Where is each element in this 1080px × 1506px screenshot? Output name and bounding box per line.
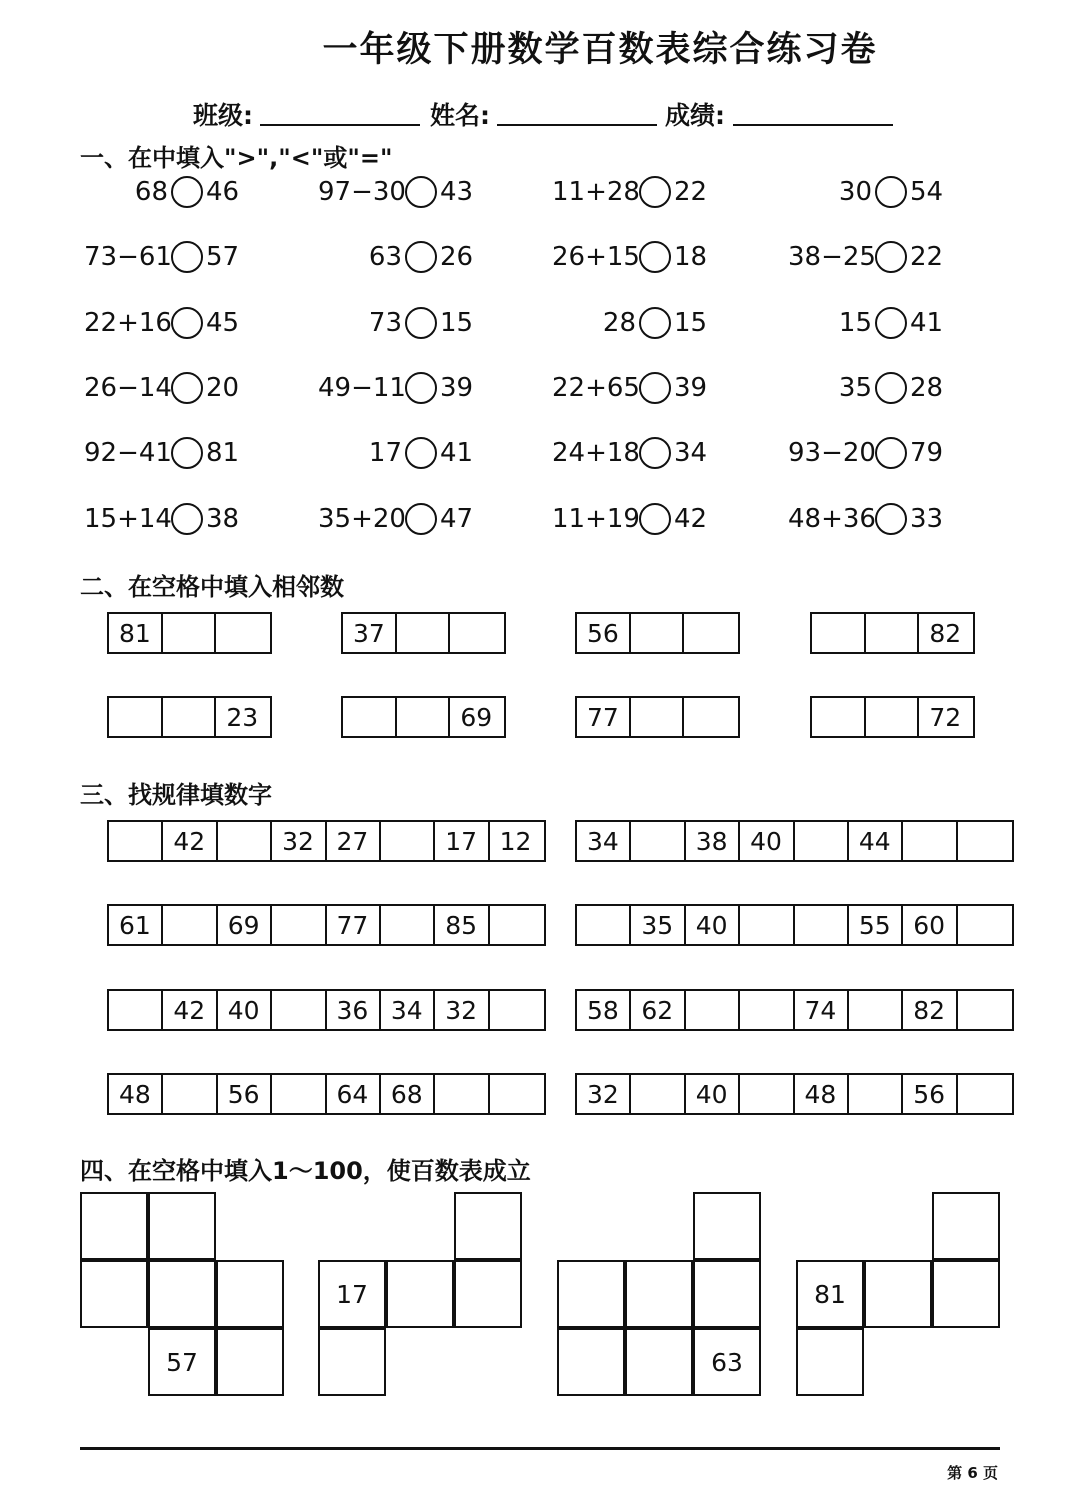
compare-circle-input[interactable]: [405, 437, 437, 469]
grid-blank-cell[interactable]: [318, 1328, 386, 1396]
compare-right: 45: [206, 307, 240, 338]
grid-blank-cell[interactable]: [148, 1260, 216, 1328]
pattern-blank-cell[interactable]: [272, 991, 326, 1029]
compare-left: 68: [134, 177, 168, 207]
pattern-blank-cell[interactable]: [795, 822, 849, 860]
pattern-blank-cell[interactable]: [849, 991, 903, 1029]
pattern-blank-cell[interactable]: [849, 1075, 903, 1113]
compare-right: 28: [910, 372, 944, 403]
pattern-given-cell: 36: [327, 991, 381, 1029]
pattern-given-cell: 17: [435, 822, 489, 860]
pattern-blank-cell[interactable]: [109, 991, 163, 1029]
compare-right: 41: [440, 438, 474, 469]
compare-circle-input[interactable]: [405, 176, 437, 208]
compare-circle-input[interactable]: [875, 176, 907, 208]
neighbor-given-cell: 77: [577, 698, 631, 736]
neighbor-row: [107, 612, 272, 654]
pattern-given-cell: 48: [795, 1075, 849, 1113]
compare-right: 43: [440, 177, 474, 207]
compare-right: 81: [206, 438, 240, 469]
grid-blank-cell[interactable]: [386, 1260, 454, 1328]
grid-given-cell: 63: [693, 1328, 761, 1396]
compare-item: [788, 368, 943, 408]
neighbor-row: [341, 696, 506, 738]
compare-right: 20: [206, 372, 240, 403]
grid-blank-cell[interactable]: [625, 1328, 693, 1396]
neighbor-given-cell: 69: [460, 702, 493, 732]
section-4-title: 四、在空格中填入1～100，使百数表成立: [80, 1157, 531, 1185]
compare-left: 73−61: [84, 242, 172, 273]
compare-item: [84, 433, 239, 473]
pattern-given-cell: 35: [631, 906, 685, 944]
pattern-blank-cell[interactable]: [490, 906, 544, 944]
neighbor-given-cell: 82: [929, 618, 962, 648]
compare-item: [788, 172, 943, 212]
grid-blank-cell[interactable]: [216, 1328, 284, 1396]
pattern-given-cell: 74: [795, 991, 849, 1029]
pattern-blank-cell[interactable]: [958, 991, 1012, 1029]
compare-item: [552, 303, 707, 343]
pattern-blank-cell[interactable]: [109, 822, 163, 860]
compare-right: 34: [674, 438, 708, 469]
neighbor-blank-cell[interactable]: [684, 698, 738, 736]
compare-left: 35+20: [318, 503, 406, 534]
compare-left: 38−25: [788, 242, 876, 273]
compare-right: 46: [206, 177, 240, 207]
grid-blank-cell[interactable]: [557, 1328, 625, 1396]
pattern-blank-cell[interactable]: [218, 822, 272, 860]
compare-left: 28: [602, 307, 636, 338]
compare-circle-input[interactable]: [639, 503, 671, 535]
compare-item: [84, 499, 239, 539]
neighbor-row: [575, 612, 740, 654]
grid-blank-cell[interactable]: [864, 1260, 932, 1328]
pattern-given-cell: 85: [435, 906, 489, 944]
compare-item: [552, 368, 707, 408]
pattern-given-cell: 56: [903, 1075, 957, 1113]
pattern-blank-cell[interactable]: [490, 1075, 544, 1113]
compare-left: 15: [838, 307, 872, 338]
pattern-blank-cell[interactable]: [435, 1075, 489, 1113]
compare-left: 26+15: [552, 242, 640, 273]
compare-right: 54: [910, 177, 944, 207]
pattern-given-cell: 40: [740, 822, 794, 860]
compare-left: 97−30: [318, 177, 406, 207]
pattern-row: [107, 904, 546, 946]
grid-given-cell: 81: [796, 1260, 864, 1328]
compare-right: 42: [674, 503, 708, 534]
compare-circle-input[interactable]: [171, 176, 203, 208]
compare-left: 93−20: [788, 438, 876, 469]
neighbor-given-cell: 56: [577, 614, 631, 652]
compare-right: 79: [910, 438, 944, 469]
neighbor-blank-cell[interactable]: [450, 614, 504, 652]
neighbor-blank-cell[interactable]: [109, 698, 163, 736]
compare-right: 15: [674, 307, 708, 338]
pattern-given-cell: 56: [218, 1075, 272, 1113]
pattern-given-cell: 32: [435, 991, 489, 1029]
neighbor-blank-cell[interactable]: [397, 698, 451, 736]
compare-circle-input[interactable]: [639, 437, 671, 469]
grid-blank-cell[interactable]: [80, 1192, 148, 1260]
pattern-row: [575, 820, 1014, 862]
compare-item: [788, 433, 943, 473]
pattern-blank-cell[interactable]: [958, 906, 1012, 944]
pattern-given-cell: 32: [577, 1075, 631, 1113]
pattern-given-cell: 82: [903, 991, 957, 1029]
score-label: 成绩:: [665, 101, 725, 130]
pattern-blank-cell[interactable]: [740, 1075, 794, 1113]
pattern-blank-cell[interactable]: [381, 906, 435, 944]
compare-circle-input[interactable]: [171, 241, 203, 273]
pattern-row: [107, 820, 546, 862]
grid-given-cell: 17: [318, 1260, 386, 1328]
page-title: 一年级下册数学百数表综合练习卷: [322, 30, 878, 70]
section-3-title: 三、找规律填数字: [80, 781, 272, 809]
pattern-given-cell: 60: [903, 906, 957, 944]
neighbor-blank-cell[interactable]: [631, 698, 685, 736]
compare-left: 24+18: [552, 438, 640, 469]
pattern-blank-cell[interactable]: [272, 1075, 326, 1113]
pattern-row: [575, 904, 1014, 946]
grid-blank-cell[interactable]: [932, 1260, 1000, 1328]
compare-item: [552, 499, 707, 539]
compare-item: [84, 172, 239, 212]
grid-blank-cell[interactable]: [148, 1192, 216, 1260]
pattern-row: [575, 1073, 1014, 1115]
pattern-blank-cell[interactable]: [686, 991, 740, 1029]
compare-right: 18: [674, 242, 708, 273]
compare-right: 33: [910, 503, 944, 534]
pattern-given-cell: 40: [686, 906, 740, 944]
pattern-blank-cell[interactable]: [163, 906, 217, 944]
compare-item: [788, 237, 943, 277]
pattern-given-cell: 32: [272, 822, 326, 860]
compare-circle-input[interactable]: [639, 307, 671, 339]
compare-circle-input[interactable]: [639, 372, 671, 404]
compare-item: [84, 303, 239, 343]
pattern-blank-cell[interactable]: [490, 991, 544, 1029]
neighbor-blank-cell[interactable]: [216, 614, 270, 652]
pattern-blank-cell[interactable]: [740, 906, 794, 944]
section-2-title: 二、在空格中填入相邻数: [80, 573, 344, 601]
neighbor-given-cell: 23: [226, 702, 259, 732]
compare-item: [318, 303, 473, 343]
compare-circle-input[interactable]: [875, 503, 907, 535]
neighbor-blank-cell[interactable]: [684, 614, 738, 652]
compare-item: [788, 303, 943, 343]
compare-left: 17: [368, 438, 402, 469]
compare-item: [552, 237, 707, 277]
compare-item: [318, 237, 473, 277]
compare-left: 30: [838, 177, 872, 207]
grid-given-cell: 57: [148, 1328, 216, 1396]
compare-circle-input[interactable]: [171, 437, 203, 469]
compare-circle-input[interactable]: [639, 241, 671, 273]
pattern-blank-cell[interactable]: [163, 1075, 217, 1113]
pattern-blank-cell[interactable]: [631, 822, 685, 860]
compare-left: 35: [838, 372, 872, 403]
compare-left: 63: [368, 242, 402, 273]
compare-circle-input[interactable]: [405, 503, 437, 535]
neighbor-blank-cell[interactable]: [397, 614, 451, 652]
compare-circle-input[interactable]: [639, 176, 671, 208]
compare-item: [318, 368, 473, 408]
grid-blank-cell[interactable]: [216, 1260, 284, 1328]
pattern-given-cell: 68: [381, 1075, 435, 1113]
compare-left: 11+19: [552, 503, 640, 534]
neighbor-row: [107, 696, 272, 738]
page-number: 第 6 页: [947, 1464, 998, 1482]
name-field[interactable]: [497, 124, 657, 126]
compare-left: 11+28: [552, 177, 640, 207]
compare-left: 15+14: [84, 503, 172, 534]
neighbor-blank-cell[interactable]: [866, 698, 920, 736]
pattern-blank-cell[interactable]: [958, 1075, 1012, 1113]
compare-item: [84, 237, 239, 277]
compare-left: 73: [368, 307, 402, 338]
grid-blank-cell[interactable]: [932, 1192, 1000, 1260]
compare-right: 47: [440, 503, 474, 534]
compare-right: 22: [674, 177, 708, 207]
compare-right: 41: [910, 307, 944, 338]
pattern-given-cell: 64: [327, 1075, 381, 1113]
grid-blank-cell[interactable]: [454, 1192, 522, 1260]
compare-item: [318, 433, 473, 473]
footer-divider: [80, 1447, 1000, 1450]
pattern-given-cell: 42: [163, 991, 217, 1029]
grid-blank-cell[interactable]: [80, 1260, 148, 1328]
pattern-given-cell: 48: [109, 1075, 163, 1113]
pattern-blank-cell[interactable]: [795, 906, 849, 944]
pattern-given-cell: 40: [218, 991, 272, 1029]
compare-right: 38: [206, 503, 240, 534]
grid-blank-cell[interactable]: [693, 1260, 761, 1328]
compare-left: 22+65: [552, 372, 640, 403]
grid-blank-cell[interactable]: [693, 1192, 761, 1260]
pattern-row: [107, 1073, 546, 1115]
compare-circle-input[interactable]: [171, 503, 203, 535]
pattern-given-cell: 34: [381, 991, 435, 1029]
neighbor-given-cell: 72: [929, 702, 962, 732]
pattern-blank-cell[interactable]: [631, 1075, 685, 1113]
neighbor-blank-cell[interactable]: [631, 614, 685, 652]
name-label: 姓名:: [430, 101, 490, 130]
pattern-row: [107, 989, 546, 1031]
pattern-blank-cell[interactable]: [577, 906, 631, 944]
compare-right: 22: [910, 242, 944, 273]
neighbor-blank-cell[interactable]: [343, 698, 397, 736]
compare-right: 39: [674, 372, 708, 403]
neighbor-blank-cell[interactable]: [163, 614, 217, 652]
pattern-given-cell: 55: [849, 906, 903, 944]
pattern-blank-cell[interactable]: [272, 906, 326, 944]
compare-circle-input[interactable]: [405, 307, 437, 339]
compare-right: 39: [440, 372, 474, 403]
compare-circle-input[interactable]: [171, 307, 203, 339]
pattern-given-cell: 34: [577, 822, 631, 860]
pattern-given-cell: 12: [499, 826, 532, 856]
compare-circle-input[interactable]: [875, 241, 907, 273]
neighbor-blank-cell[interactable]: [812, 614, 866, 652]
grid-blank-cell[interactable]: [454, 1260, 522, 1328]
compare-right: 15: [440, 307, 474, 338]
compare-left: 92−41: [84, 438, 172, 469]
score-field[interactable]: [733, 124, 893, 126]
pattern-given-cell: 42: [163, 822, 217, 860]
compare-circle-input[interactable]: [405, 241, 437, 273]
grid-blank-cell[interactable]: [796, 1328, 864, 1396]
grid-blank-cell[interactable]: [557, 1260, 625, 1328]
compare-right: 26: [440, 242, 474, 273]
pattern-blank-cell[interactable]: [381, 822, 435, 860]
neighbor-given-cell: 81: [109, 614, 163, 652]
pattern-given-cell: 69: [218, 906, 272, 944]
compare-circle-input[interactable]: [405, 372, 437, 404]
compare-item: [552, 172, 707, 212]
section-1-title: 一、在中填入">","<"或"=": [80, 144, 393, 172]
pattern-given-cell: 40: [686, 1075, 740, 1113]
neighbor-row: [341, 612, 506, 654]
compare-item: [552, 433, 707, 473]
neighbor-row: [575, 696, 740, 738]
pattern-blank-cell[interactable]: [958, 822, 1012, 860]
compare-right: 57: [206, 242, 240, 273]
pattern-given-cell: 58: [577, 991, 631, 1029]
compare-circle-input[interactable]: [875, 437, 907, 469]
class-field[interactable]: [260, 124, 420, 126]
pattern-blank-cell[interactable]: [903, 822, 957, 860]
compare-item: [788, 499, 943, 539]
pattern-row: [575, 989, 1014, 1031]
compare-left: 48+36: [788, 503, 876, 534]
pattern-given-cell: 38: [686, 822, 740, 860]
neighbor-row: [810, 696, 975, 738]
pattern-given-cell: 61: [109, 906, 163, 944]
pattern-given-cell: 77: [327, 906, 381, 944]
compare-left: 26−14: [84, 372, 172, 403]
pattern-blank-cell[interactable]: [740, 991, 794, 1029]
compare-circle-input[interactable]: [171, 372, 203, 404]
compare-item: [318, 499, 473, 539]
neighbor-row: [810, 612, 975, 654]
compare-circle-input[interactable]: [875, 372, 907, 404]
neighbor-given-cell: 37: [343, 614, 397, 652]
pattern-given-cell: 44: [849, 822, 903, 860]
pattern-given-cell: 27: [327, 822, 381, 860]
pattern-given-cell: 62: [631, 991, 685, 1029]
compare-circle-input[interactable]: [875, 307, 907, 339]
compare-left: 49−11: [318, 372, 406, 403]
compare-item: [84, 368, 239, 408]
neighbor-blank-cell[interactable]: [812, 698, 866, 736]
compare-item: [318, 172, 473, 212]
neighbor-blank-cell[interactable]: [866, 614, 920, 652]
class-label: 班级:: [193, 101, 253, 130]
neighbor-blank-cell[interactable]: [163, 698, 217, 736]
compare-left: 22+16: [84, 307, 172, 338]
grid-blank-cell[interactable]: [625, 1260, 693, 1328]
